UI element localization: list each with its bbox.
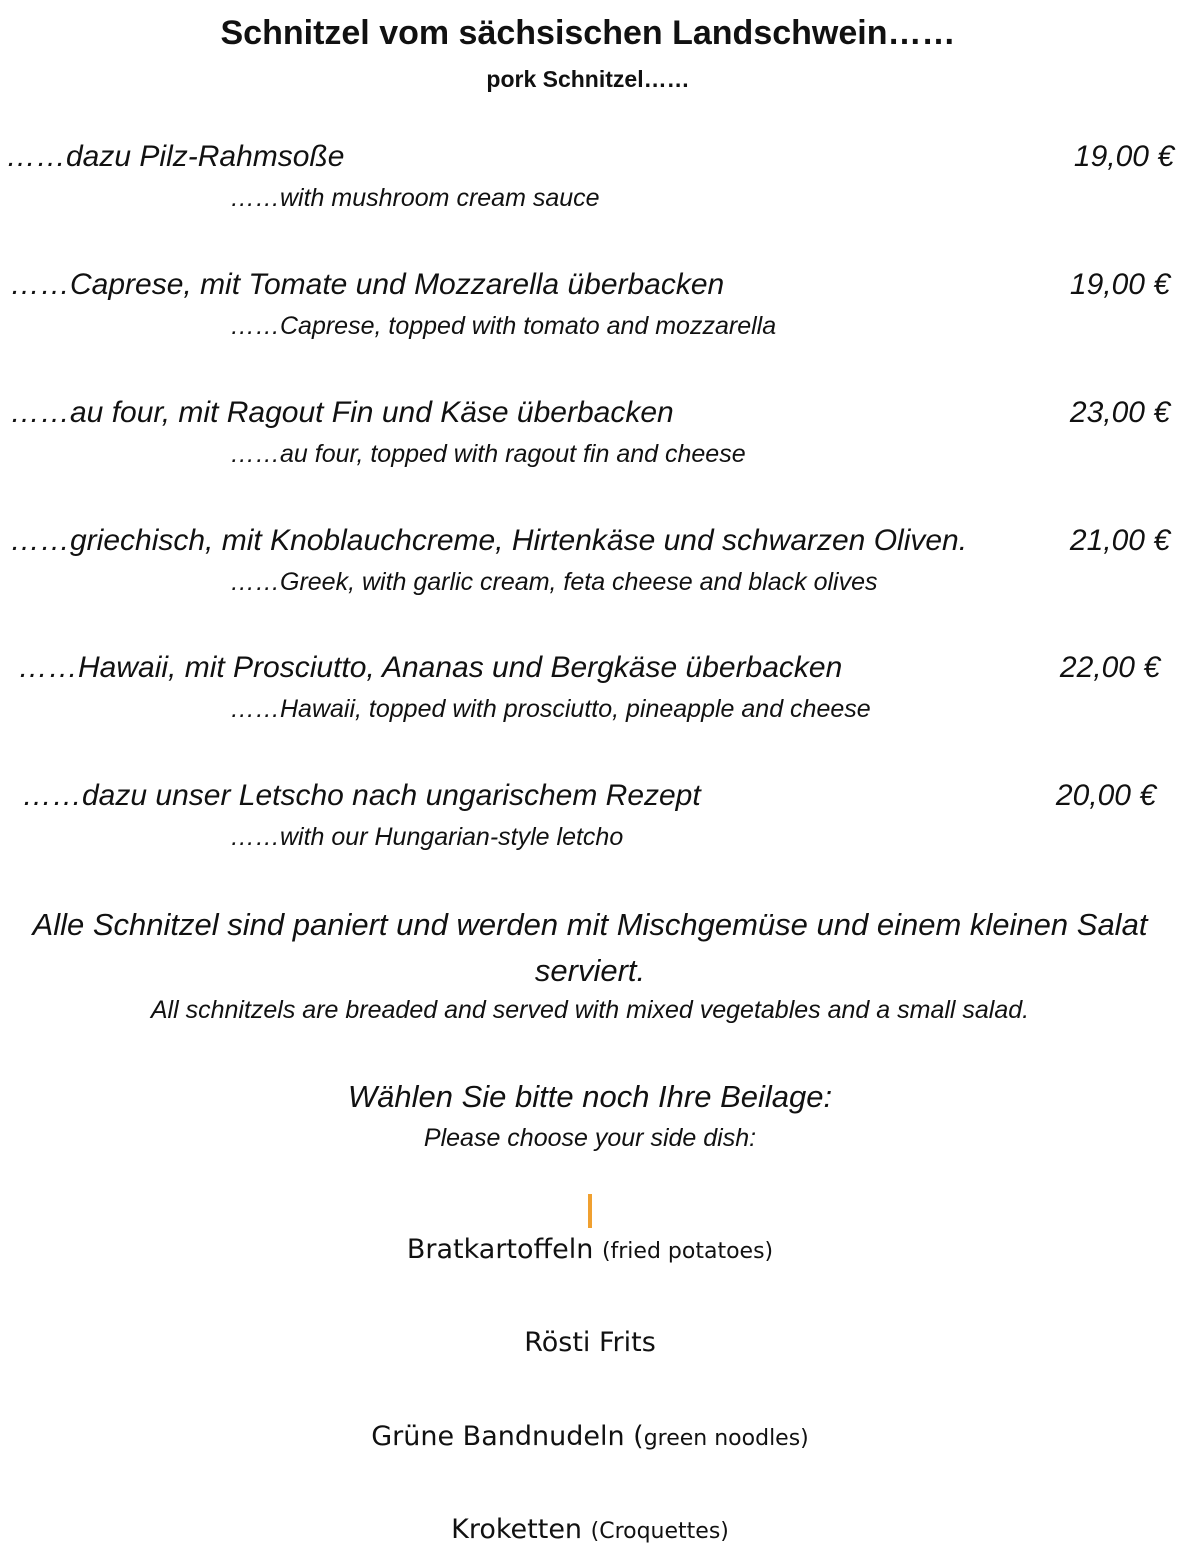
menu-item-translation: ……Caprese, topped with tomato and mozzarella	[230, 312, 777, 340]
side-dish-option	[0, 1327, 1180, 1358]
menu-item-name: ……Hawaii, mit Prosciutto, Ananas und Bergkäse überbacken	[18, 651, 843, 684]
menu-item-price: 19,00 €	[1073, 140, 1174, 173]
menu-title: Schnitzel vom sächsischen Landschwein……	[220, 14, 956, 52]
menu-item-translation: ……au four, topped with ragout fin and cheese	[230, 440, 746, 468]
menu-subtitle: pork Schnitzel……	[486, 66, 690, 92]
menu-item-name: ……griechisch, mit Knoblauchcreme, Hirtenkäse und schwarzen Oliven.	[10, 524, 968, 557]
text-cursor-mark	[588, 1194, 592, 1228]
schnitzel-note: Alle Schnitzel sind paniert und werden mit Mischgemüse und einem kleinen Salat serviert.	[32, 907, 1148, 988]
schnitzel-note-translation: All schnitzels are breaded and served with mixed vegetables and a small salad.	[150, 996, 1030, 1024]
side-dish-translation: (Croquettes)	[590, 1519, 729, 1544]
menu-item-price: 21,00 €	[1069, 524, 1170, 557]
menu-item-price: 19,00 €	[1069, 268, 1170, 301]
side-dish-option	[0, 1421, 1180, 1452]
side-dish-option	[0, 1514, 1180, 1545]
side-dish-name: Bratkartoffeln	[406, 1234, 602, 1265]
menu-item-name: ……au four, mit Ragout Fin und Käse überbacken	[10, 396, 674, 429]
side-dish-name: Grüne Bandnudeln (	[371, 1421, 644, 1452]
menu-item-price: 20,00 €	[1055, 779, 1156, 812]
menu-item-price: 23,00 €	[1069, 396, 1170, 429]
menu-item-translation: ……with our Hungarian-style letcho	[230, 823, 624, 851]
side-dish-option	[0, 1234, 1180, 1265]
side-dish-translation: green noodles)	[643, 1426, 809, 1451]
menu-item-name: ……dazu unser Letscho nach ungarischem Rezept	[22, 779, 701, 812]
menu-item-name: ……Caprese, mit Tomate und Mozzarella überbacken	[10, 268, 725, 301]
side-dish-name: Rösti Frits	[524, 1327, 656, 1358]
side-dish-translation: (fried potatoes)	[601, 1239, 774, 1264]
menu-item-translation: ……Greek, with garlic cream, feta cheese and black olives	[230, 568, 878, 596]
side-dish-prompt: Wählen Sie bitte noch Ihre Beilage:	[347, 1079, 833, 1114]
menu-item-name: ……dazu Pilz-Rahmsoße	[6, 140, 345, 173]
side-dish-name: Kroketten	[451, 1514, 591, 1545]
side-dish-prompt-translation: Please choose your side dish:	[423, 1124, 757, 1152]
menu-item-translation: ……with mushroom cream sauce	[230, 184, 600, 212]
menu-item-price: 22,00 €	[1059, 651, 1160, 684]
menu-item-translation: ……Hawaii, topped with prosciutto, pineapple and cheese	[230, 695, 871, 723]
